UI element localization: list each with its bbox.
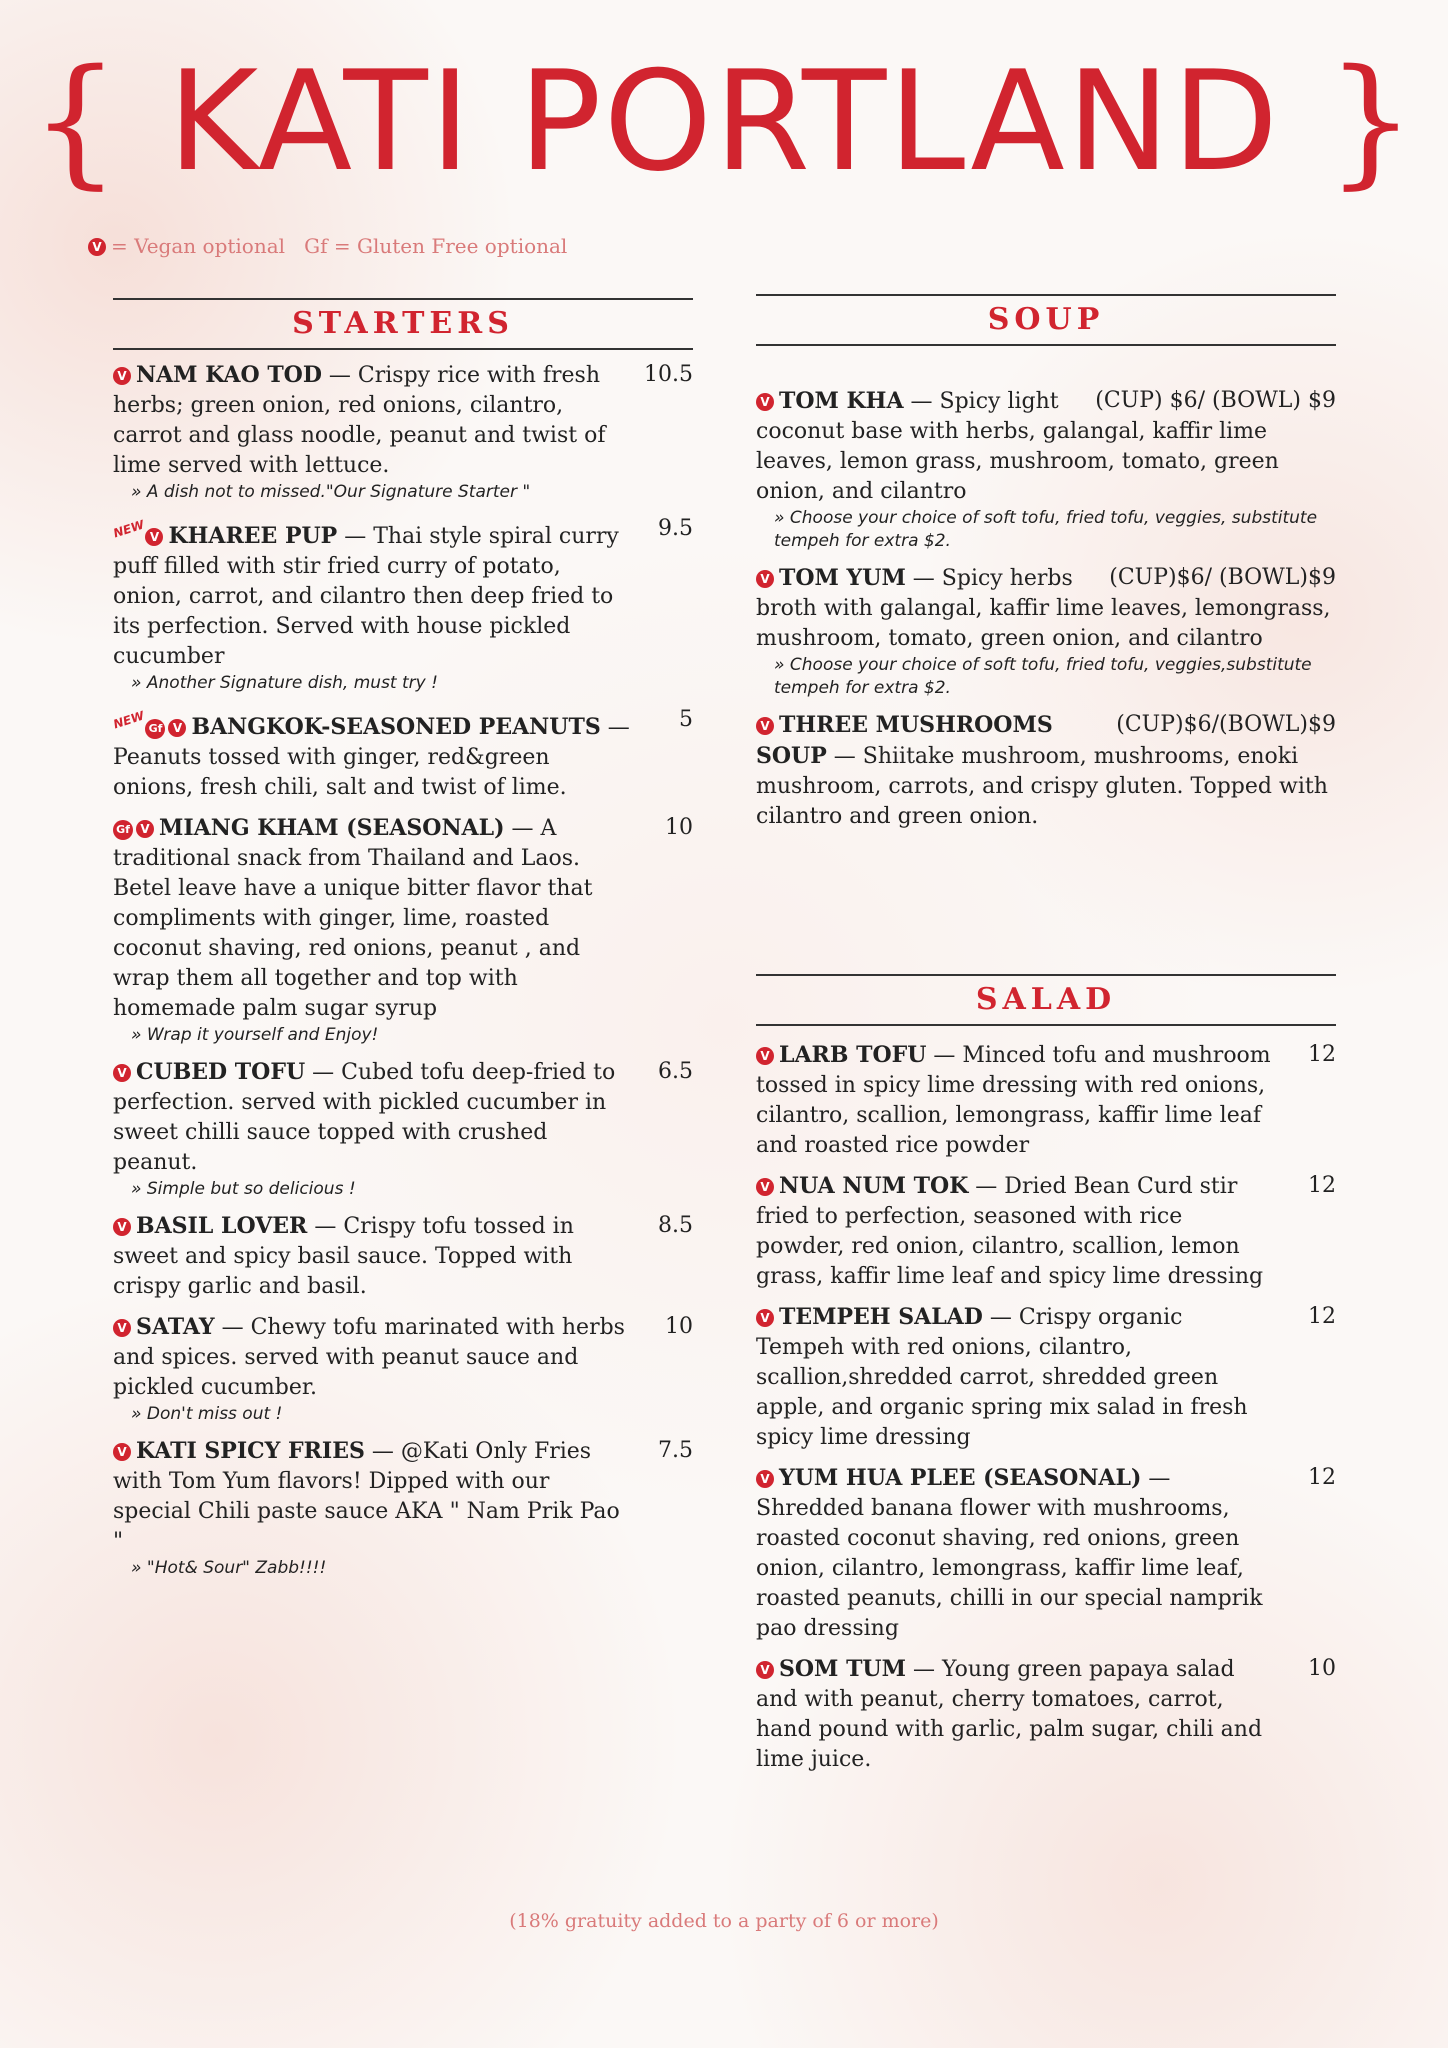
- item-price: 12: [1308, 1304, 1336, 1329]
- item-name: MIANG KHAM (SEASONAL): [159, 815, 505, 841]
- item-price: 10: [665, 1314, 693, 1339]
- item-name: BANGKOK-SEASONED PEANUTS: [191, 714, 601, 740]
- item-description: — Cubed tofu deep-fried to perfection. served with pickled cucumber in sweet chilli sauce topped with crushed peanut.: [113, 1060, 616, 1175]
- title-brace-open: {: [30, 40, 122, 203]
- item-description: — Spicy herbs broth with galangal, kaffir lime leaves, lemongrass, mushroom, tomato, green onion, and cilantro: [756, 566, 1331, 651]
- salad-section: [756, 974, 1336, 1775]
- vegan-icon: V: [756, 1470, 774, 1488]
- menu-item: [756, 1171, 1336, 1292]
- item-name: TOM YUM: [779, 565, 906, 591]
- item-price: 12: [1308, 1465, 1336, 1490]
- item-description: — Shiitake mushroom, mushrooms, enoki mushroom, carrots, and crispy gluten. Topped with cilantro and green onion.: [756, 744, 1328, 829]
- vegan-icon: V: [756, 570, 774, 588]
- item-description: — Thai style spiral curry puff filled with stir fried curry of potato, onion, carrot, and cilantro then deep fried to its perfection. Served with house pickled cucumber: [113, 524, 619, 669]
- item-name: LARB TOFU: [779, 1042, 927, 1068]
- item-text: [756, 1040, 1336, 1161]
- item-name: KHAREE PUP: [168, 523, 338, 549]
- item-description: — Young green papaya salad and with peanut, cherry tomatoes, carrot, hand pound with garlic, palm sugar, chili and lime juice.: [756, 1657, 1263, 1772]
- menu-item: [113, 813, 693, 1047]
- menu-item: [756, 563, 1336, 700]
- item-price: (CUP)$6/ (BOWL)$9: [1109, 565, 1336, 590]
- item-price: 12: [1308, 1042, 1336, 1067]
- vegan-icon: V: [113, 1064, 131, 1082]
- menu-item: [756, 1654, 1336, 1775]
- item-description: — @Kati Only Fries with Tom Yum flavors! Dipped with our special Chili paste sauce AKA " Nam Prik Pao ": [113, 1439, 620, 1554]
- title-brace-close: }: [1326, 40, 1418, 203]
- menu-item: [756, 710, 1336, 832]
- gluten-free-icon: Gf: [145, 719, 165, 739]
- menu-item: [756, 1040, 1336, 1161]
- item-text: [756, 1171, 1336, 1292]
- menu-item: [113, 1312, 693, 1426]
- menu-item: [113, 360, 693, 504]
- item-name: CUBED TOFU: [136, 1059, 306, 1085]
- vegan-icon: V: [168, 719, 186, 737]
- item-text: [113, 1436, 693, 1557]
- dietary-legend: [88, 234, 567, 258]
- gf-legend-text: Gf = Gluten Free optional: [304, 234, 568, 258]
- restaurant-title: [0, 40, 1448, 203]
- menu-item: [113, 514, 693, 695]
- item-price: (CUP) $6/ (BOWL) $9: [1095, 388, 1336, 413]
- item-text: [756, 1463, 1336, 1644]
- item-name: NUA NUM TOK: [779, 1173, 969, 1199]
- item-text: [756, 1302, 1336, 1453]
- item-text: [113, 705, 693, 803]
- vegan-icon: V: [113, 1218, 131, 1236]
- gluten-free-icon: Gf: [113, 820, 133, 840]
- salad-list: [756, 1040, 1336, 1775]
- item-note: » "Hot& Sour" Zabb!!!!: [131, 1558, 327, 1578]
- item-note: » Simple but so delicious !: [131, 1179, 356, 1199]
- soup-section: [756, 294, 1336, 832]
- vegan-icon: V: [756, 1661, 774, 1679]
- item-name: NAM KAO TOD: [136, 362, 322, 388]
- item-note: » Another Signature dish, must try !: [131, 673, 438, 693]
- item-note: » Wrap it yourself and Enjoy!: [131, 1025, 379, 1045]
- item-description: — Spicy light coconut base with herbs, galangal, kaffir lime leaves, lemon grass, mushroom, tomato, green onion, and cilantro: [756, 389, 1279, 504]
- item-price: 7.5: [658, 1438, 693, 1463]
- item-name: BASIL LOVER: [136, 1213, 308, 1239]
- item-price: 10.5: [644, 362, 693, 387]
- salad-heading: SALAD: [756, 974, 1336, 1026]
- item-price: 9.5: [658, 516, 693, 541]
- item-text: [113, 1211, 693, 1302]
- item-text: [113, 813, 693, 1024]
- item-price: 12: [1308, 1173, 1336, 1198]
- item-description: — Peanuts tossed with ginger, red&green onions, fresh chili, salt and twist of lime.: [113, 715, 630, 800]
- vegan-icon: V: [145, 528, 163, 546]
- menu-item: [113, 1057, 693, 1201]
- item-description: — Crispy organic Tempeh with red onions, cilantro, scallion,shredded carrot, shredded green apple, and organic spring mix salad in fresh spicy lime dressing: [756, 1305, 1248, 1450]
- item-price: 5: [679, 707, 693, 732]
- item-text: [113, 360, 693, 481]
- menu-item: [113, 1211, 693, 1302]
- item-description: — A traditional snack from Thailand and Laos. Betel leave have a unique bitter flavor that compliments with ginger, lime, roasted coconut shaving, red onions, peanut , and wrap them all together and top with homemade palm sugar syrup: [113, 816, 593, 1021]
- item-text: [113, 514, 693, 672]
- item-price: 8.5: [658, 1213, 693, 1238]
- item-name: TOM KHA: [779, 388, 904, 414]
- item-name: THREE MUSHROOMS SOUP: [756, 712, 1053, 769]
- vegan-legend-text: = Vegan optional: [111, 234, 286, 258]
- menu-item: [756, 386, 1336, 553]
- item-description: — Chewy tofu marinated with herbs and spices. served with peanut sauce and pickled cucumber.: [113, 1315, 625, 1400]
- starters-heading: STARTERS: [113, 298, 693, 350]
- menu-item: [113, 1436, 693, 1580]
- soup-heading: SOUP: [756, 294, 1336, 346]
- soup-list: [756, 386, 1336, 832]
- vegan-icon: V: [756, 1047, 774, 1065]
- item-name: KATI SPICY FRIES: [136, 1438, 365, 1464]
- item-description: — Shredded banana flower with mushrooms, roasted coconut shaving, red onions, green onion, cilantro, lemongrass, kaffir lime leaf, roasted peanuts, chilli in our special namprik pao dressing: [756, 1466, 1263, 1641]
- vegan-icon: V: [756, 1309, 774, 1327]
- item-name: SATAY: [136, 1314, 215, 1340]
- item-description: — Minced tofu and mushroom tossed in spicy lime dressing with red onions, cilantro, scallion, lemongrass, kaffir lime leaf and roasted rice powder: [756, 1043, 1271, 1158]
- vegan-icon: V: [756, 1178, 774, 1196]
- item-text: [756, 1654, 1336, 1775]
- item-note: » Choose your choice of soft tofu, fried tofu, veggies,substitute tempeh for extra $2.: [774, 655, 1312, 698]
- menu-item: [756, 1463, 1336, 1644]
- menu-item: [756, 1302, 1336, 1453]
- vegan-icon: V: [113, 1443, 131, 1461]
- vegan-icon: V: [113, 1319, 131, 1337]
- item-name: YUM HUA PLEE (SEASONAL): [779, 1465, 1142, 1491]
- item-name: TEMPEH SALAD: [779, 1304, 983, 1330]
- item-note: » A dish not to missed."Our Signature Starter ": [131, 482, 531, 502]
- title-text: KATI PORTLAND: [167, 41, 1281, 202]
- item-text: [113, 1312, 693, 1403]
- new-badge: NEW: [111, 517, 146, 541]
- item-price: 6.5: [658, 1059, 693, 1084]
- item-name: SOM TUM: [779, 1656, 906, 1682]
- vegan-icon: V: [756, 393, 774, 411]
- vegan-icon: V: [136, 820, 154, 838]
- item-price: (CUP)$6/(BOWL)$9: [1116, 712, 1336, 737]
- item-description: — Crispy rice with fresh herbs; green onion, red onions, cilantro, carrot and glass noodle, peanut and twist of lime served with lettuce.: [113, 363, 606, 478]
- item-price: 10: [665, 815, 693, 840]
- item-price: 10: [1308, 1656, 1336, 1681]
- item-note: » Don't miss out !: [131, 1404, 283, 1424]
- starters-list: [113, 360, 693, 1580]
- vegan-icon: V: [88, 238, 106, 256]
- item-description: — Dried Bean Curd stir fried to perfection, seasoned with rice powder, red onion, cilantro, scallion, lemon grass, kaffir lime leaf and spicy lime dressing: [756, 1174, 1264, 1289]
- new-badge: NEW: [111, 708, 146, 732]
- starters-section: [113, 298, 693, 1580]
- vegan-icon: V: [756, 717, 774, 735]
- gratuity-note: (18% gratuity added to a party of 6 or more): [509, 1910, 939, 1932]
- menu-item: [113, 705, 693, 803]
- item-text: [113, 1057, 693, 1178]
- vegan-icon: V: [113, 367, 131, 385]
- item-note: » Choose your choice of soft tofu, fried tofu, veggies, substitute tempeh for extra $2.: [774, 508, 1318, 551]
- item-description: — Crispy tofu tossed in sweet and spicy basil sauce. Topped with crispy garlic and basil.: [113, 1214, 574, 1299]
